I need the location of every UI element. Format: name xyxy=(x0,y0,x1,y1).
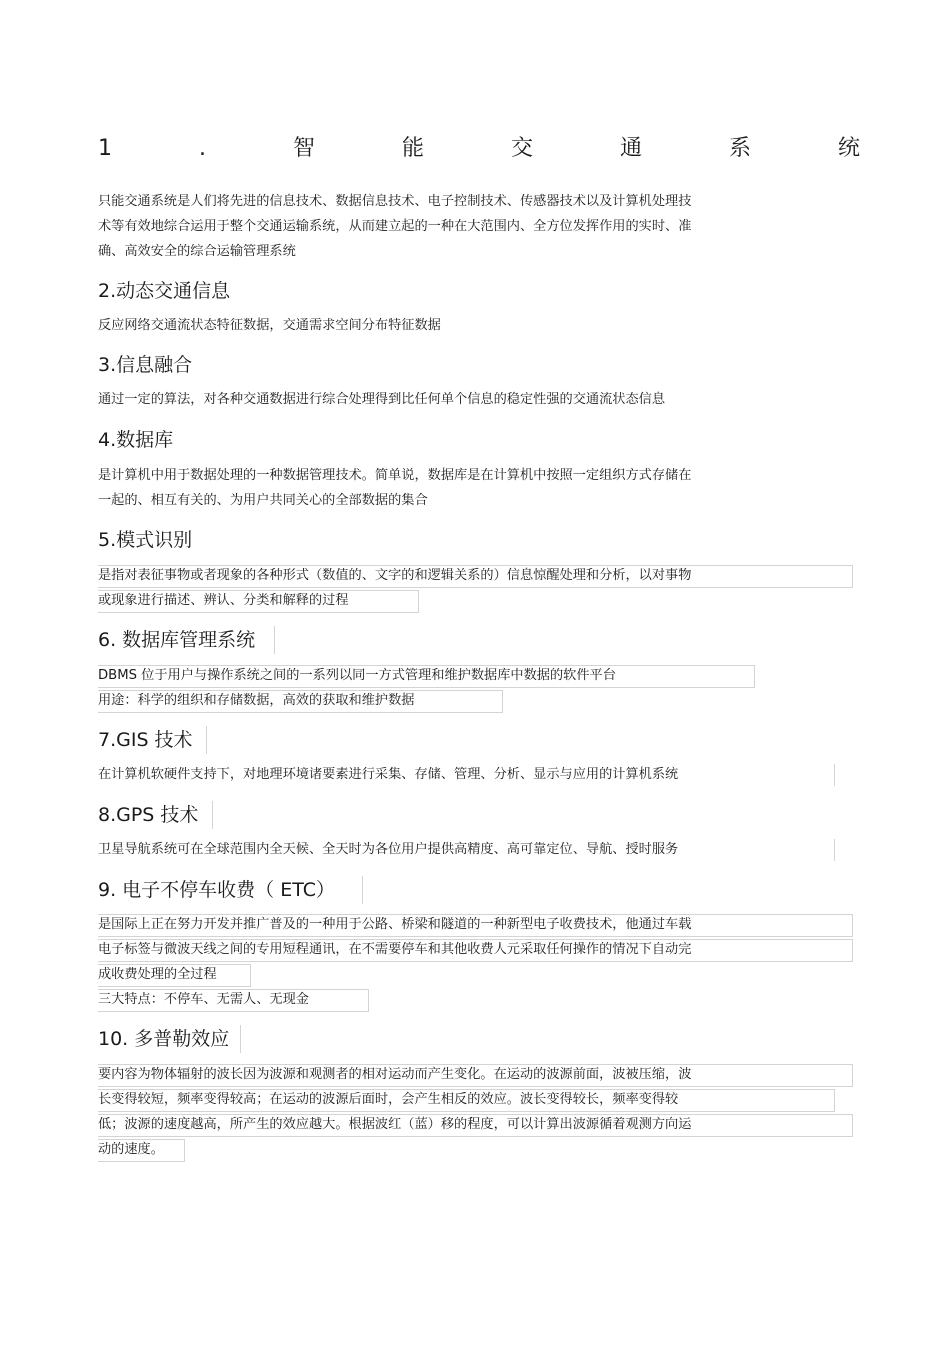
paragraph-line: 是计算机中用于数据处理的一种数据管理技术。简单说，数据库是在计算机中按照一定组织方式存储在 xyxy=(98,468,692,483)
paragraph-line: 卫星导航系统可在全球范围内全天候、全天时为各位用户提供高精度、高可靠定位、导航、授时服务 xyxy=(98,842,679,857)
paragraph-line: 术等有效地综合运用于整个交通运输系统，从而建立起的一种在大范围内、全方位发挥作用的实时、准 xyxy=(98,219,692,234)
paragraph-line: DBMS 位于用户与操作系统之间的一系列以同一方式管理和维护数据库中数据的软件平台 xyxy=(98,668,616,683)
title-char: 系 xyxy=(728,136,751,161)
title-char: . xyxy=(198,136,206,161)
paragraph-line: 用途：科学的组织和存储数据，高效的获取和维护数据 xyxy=(98,693,415,708)
paragraph-line: 低；波源的速度越高，所产生的效应越大。根据波红（蓝）移的程度，可以计算出波源循着观测方向运 xyxy=(98,1117,692,1132)
title-char: 能 xyxy=(401,136,424,161)
paragraph-line: 确、高效安全的综合运输管理系统 xyxy=(98,244,296,259)
section-heading: 7.GIS 技术 xyxy=(98,729,193,751)
title-char: 1 xyxy=(98,136,112,161)
paragraph-line: 通过一定的算法，对各种交通数据进行综合处理得到比任何单个信息的稳定性强的交通流状态信息 xyxy=(98,392,666,407)
section-heading: 3.信息融合 xyxy=(98,354,193,376)
section-heading: 9. 电子不停车收费（ ETC） xyxy=(98,879,335,901)
section-heading: 6. 数据库管理系统 xyxy=(98,629,256,651)
paragraph-line: 是指对表征事物或者现象的各种形式（数值的、文字的和逻辑关系的）信息惊醒处理和分析，以对事物 xyxy=(98,568,692,583)
paragraph-line: 电子标签与微波天线之间的专用短程通讯，在不需要停车和其他收费人元采取任何操作的情况下自动完 xyxy=(98,942,692,957)
document-title xyxy=(98,134,860,164)
section-heading: 8.GPS 技术 xyxy=(98,804,199,826)
section-heading: 2.动态交通信息 xyxy=(98,280,231,302)
paragraph-line: 或现象进行描述、辨认、分类和解释的过程 xyxy=(98,593,349,608)
title-char: 通 xyxy=(619,136,642,161)
paragraph-line: 成收费处理的全过程 xyxy=(98,967,217,982)
paragraph-line: 动的速度。 xyxy=(98,1142,164,1157)
title-char: 交 xyxy=(510,136,533,161)
title-char: 智 xyxy=(292,136,315,161)
paragraph-line: 只能交通系统是人们将先进的信息技术、数据信息技术、电子控制技术、传感器技术以及计算机处理技 xyxy=(98,194,692,209)
paragraph-line: 要内容为物体辐射的波长因为波源和观测者的相对运动而产生变化。在运动的波源前面，波被压缩，波 xyxy=(98,1067,692,1082)
paragraph-line: 反应网络交通流状态特征数据，交通需求空间分布特征数据 xyxy=(98,318,441,333)
section-heading: 5.模式识别 xyxy=(98,529,193,551)
paragraph-line: 一起的、相互有关的、为用户共同关心的全部数据的集合 xyxy=(98,493,428,508)
title-char: 统 xyxy=(837,136,860,161)
paragraph-line: 长变得较短，频率变得较高；在运动的波源后面时，会产生相反的效应。波长变得较长，频率变得较 xyxy=(98,1092,679,1107)
paragraph-line: 是国际上正在努力开发并推广普及的一种用于公路、桥梁和隧道的一种新型电子收费技术，他通过车载 xyxy=(98,917,692,932)
paragraph-line: 三大特点：不停车、无需人、无现金 xyxy=(98,992,309,1007)
section-heading: 4.数据库 xyxy=(98,429,174,451)
paragraph-line: 在计算机软硬件支持下，对地理环境诸要素进行采集、存储、管理、分析、显示与应用的计算机系统 xyxy=(98,767,679,782)
section-heading: 10. 多普勒效应 xyxy=(98,1028,230,1050)
